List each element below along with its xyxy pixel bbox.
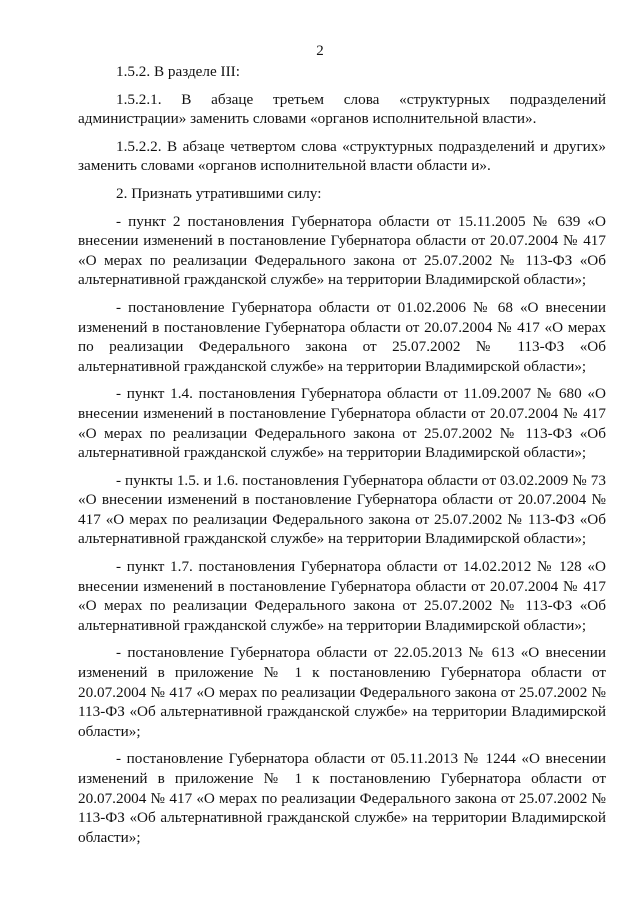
- list-item: - пункт 1.4. постановления Губернатора области от 11.09.2007 № 680 «О внесении изменений в постановление Губернатора области от 20.07.2004 № 417 «О мерах по реализации Федерального закона от 25.07.2002 № 113-ФЗ «Об альтернативной гражданской службе» на территории Владимирской области»;: [78, 385, 606, 462]
- paragraph-repeal-heading: 2. Признать утратившими силу:: [116, 184, 322, 202]
- list-item: - пункт 1.7. постановления Губернатора области от 14.02.2012 № 128 «О внесении изменений в постановление Губернатора области от 20.07.2004 № 417 «О мерах по реализации Федерального закона от 25.07.2002 № 113-ФЗ «Об альтернативной гражданской службе» на территории Владимирской области»;: [78, 558, 606, 634]
- list-item: - пункты 1.5. и 1.6. постановления Губернатора области от 03.02.2009 № 73 «О внесении изменений в постановление Губернатора области от 20.07.2004 № 417 «О мерах по реализации Федерального закона от 25.07.2002 № 113-ФЗ «Об альтернативной гражданской службе» на территории Владимирской области»;: [78, 471, 606, 548]
- list-item: - постановление Губернатора области от 22.05.2013 № 613 «О внесении изменений в приложение № 1 к постановлению Губернатора области от 20.07.2004 № 417 «О мерах по реализации Федерального закона от 25.07.2002 № 113-ФЗ «Об альтернативной гражданской службе» на территории Владимирской области»;: [78, 644, 606, 740]
- page-number: 2: [316, 43, 324, 59]
- list-item: - постановление Губернатора области от 01.02.2006 № 68 «О внесении изменений в постановление Губернатора области от 20.07.2004 № 417 «О мерах по реализации Федерального закона от 25.07.2002 № 113-ФЗ «Об альтернативной гражданской службе» на территории Владимирской области»;: [78, 298, 606, 375]
- list-item: - постановление Губернатора области от 05.11.2013 № 1244 «О внесении изменений в приложение № 1 к постановлению Губернатора области от 20.07.2004 № 417 «О мерах по реализации Федерального закона от 25.07.2002 № 113-ФЗ «Об альтернативной гражданской службе» на территории Владимирской области»;: [78, 750, 606, 846]
- list-item: - пункт 2 постановления Губернатора области от 15.11.2005 № 639 «О внесении изменений в постановление Губернатора области от 20.07.2004 № 417 «О мерах по реализации Федерального закона от 25.07.2002 № 113-ФЗ «Об альтернативной гражданской службе» на территории Владимирской области»;: [78, 212, 606, 289]
- document-body: [78, 62, 606, 854]
- paragraph-1-5-2-1: 1.5.2.1. В абзаце третьем слова «структурных подразделений администрации» заменить словами «органов исполнительной власти».: [78, 90, 606, 128]
- paragraph-section-heading: 1.5.2. В разделе III:: [116, 63, 240, 80]
- paragraph-1-5-2-2: 1.5.2.2. В абзаце четвертом слова «структурных подразделений и других» заменить словами «органов исполнительной власти области и».: [78, 137, 606, 175]
